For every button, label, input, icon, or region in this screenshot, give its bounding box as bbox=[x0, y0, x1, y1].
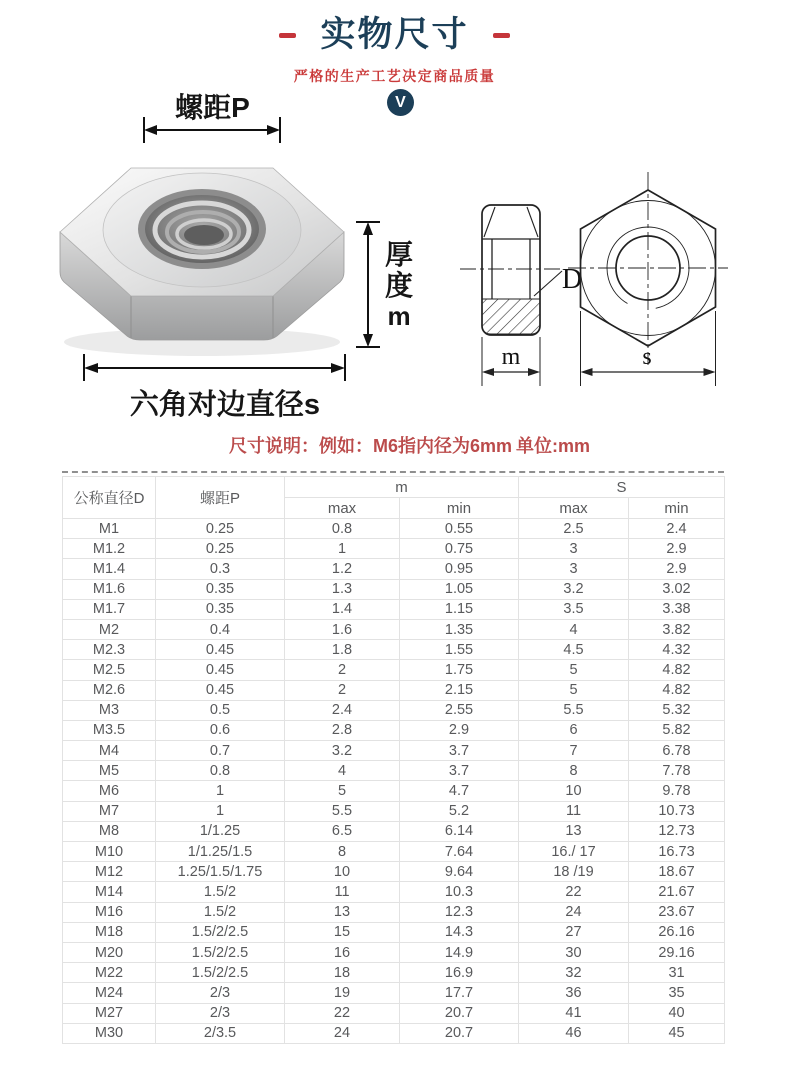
thickness-label bbox=[383, 240, 415, 330]
section-subtitle: 严格的生产工艺决定商品质量 bbox=[293, 68, 496, 84]
table-cell: 46 bbox=[519, 1023, 629, 1043]
table-cell: 2.9 bbox=[629, 539, 725, 559]
table-cell: 10.73 bbox=[629, 801, 725, 821]
table-cell: M10 bbox=[63, 842, 156, 862]
table-cell: 18 /19 bbox=[519, 862, 629, 882]
table-row bbox=[63, 1023, 725, 1043]
table-cell: 24 bbox=[519, 902, 629, 922]
table-cell: 14.9 bbox=[400, 942, 519, 962]
table-cell: 10 bbox=[519, 781, 629, 801]
table-cell: 2.9 bbox=[400, 720, 519, 740]
table-cell: M1.2 bbox=[63, 539, 156, 559]
table-cell: 5.5 bbox=[285, 801, 400, 821]
title-left-dash bbox=[279, 33, 296, 38]
col-header-s-group: S bbox=[519, 477, 725, 498]
dimensions-table bbox=[62, 476, 725, 1044]
table-cell: 4.82 bbox=[629, 680, 725, 700]
table-cell: 1.3 bbox=[285, 579, 400, 599]
table-cell: 0.3 bbox=[156, 559, 285, 579]
table-cell: 14.3 bbox=[400, 922, 519, 942]
pitch-label: 螺距P bbox=[175, 92, 250, 123]
table-cell: M18 bbox=[63, 922, 156, 942]
table-cell: 7 bbox=[519, 741, 629, 761]
table-row bbox=[63, 902, 725, 922]
table-cell: M3 bbox=[63, 700, 156, 720]
table-cell: 0.55 bbox=[400, 519, 519, 539]
table-cell: 15 bbox=[285, 922, 400, 942]
table-cell: 17.7 bbox=[400, 983, 519, 1003]
table-header bbox=[63, 477, 725, 519]
table-cell: 3.02 bbox=[629, 579, 725, 599]
table-cell: 0.25 bbox=[156, 539, 285, 559]
table-row bbox=[63, 640, 725, 660]
table-cell: 13 bbox=[285, 902, 400, 922]
table-cell: 1.5/2/2.5 bbox=[156, 922, 285, 942]
table-cell: 0.6 bbox=[156, 720, 285, 740]
table-cell: 5.5 bbox=[519, 700, 629, 720]
table-cell: 35 bbox=[629, 983, 725, 1003]
table-cell: 3.2 bbox=[519, 579, 629, 599]
table-row bbox=[63, 882, 725, 902]
table-cell: 0.45 bbox=[156, 640, 285, 660]
table-cell: 4.82 bbox=[629, 660, 725, 680]
table-row bbox=[63, 781, 725, 801]
nut-bore bbox=[184, 225, 224, 245]
table-cell: 1.15 bbox=[400, 599, 519, 619]
table-cell: 5 bbox=[519, 660, 629, 680]
table-cell: 2.4 bbox=[629, 519, 725, 539]
table-cell: 18.67 bbox=[629, 862, 725, 882]
table-cell: 3 bbox=[519, 559, 629, 579]
thickness-symbol: m bbox=[387, 300, 411, 331]
table-row bbox=[63, 559, 725, 579]
table-cell: M2.3 bbox=[63, 640, 156, 660]
table-cell: 0.45 bbox=[156, 660, 285, 680]
col-header-m-group: m bbox=[285, 477, 519, 498]
table-cell: 21.67 bbox=[629, 882, 725, 902]
table-cell: 26.16 bbox=[629, 922, 725, 942]
table-cell: 16./ 17 bbox=[519, 842, 629, 862]
table-cell: M5 bbox=[63, 761, 156, 781]
table-cell: 24 bbox=[285, 1023, 400, 1043]
m-dimension-label: m bbox=[501, 344, 521, 370]
section-title-row bbox=[0, 16, 789, 55]
table-cell: 0.45 bbox=[156, 680, 285, 700]
table-row bbox=[63, 1003, 725, 1023]
table-cell: 11 bbox=[285, 882, 400, 902]
side-section-view bbox=[460, 205, 582, 386]
table-cell: 11 bbox=[519, 801, 629, 821]
table-row bbox=[63, 821, 725, 841]
table-cell: M1 bbox=[63, 519, 156, 539]
table-cell: 8 bbox=[285, 842, 400, 862]
table-cell: 13 bbox=[519, 821, 629, 841]
table-cell: 2.15 bbox=[400, 680, 519, 700]
table-row bbox=[63, 700, 725, 720]
bore-leader-line bbox=[534, 271, 562, 296]
table-cell: 32 bbox=[519, 963, 629, 983]
table-cell: 27 bbox=[519, 922, 629, 942]
table-cell: 3 bbox=[519, 539, 629, 559]
table-cell: 1 bbox=[285, 539, 400, 559]
table-cell: 41 bbox=[519, 1003, 629, 1023]
table-cell: 0.35 bbox=[156, 579, 285, 599]
table-row bbox=[63, 963, 725, 983]
col-header-m-max: max bbox=[285, 498, 400, 519]
table-cell: 1.5/2/2.5 bbox=[156, 942, 285, 962]
table-cell: M1.7 bbox=[63, 599, 156, 619]
table-cell: 4 bbox=[519, 619, 629, 639]
table-cell: 20.7 bbox=[400, 1003, 519, 1023]
table-cell: 18 bbox=[285, 963, 400, 983]
table-cell: M1.4 bbox=[63, 559, 156, 579]
table-row bbox=[63, 922, 725, 942]
table-cell: 1 bbox=[156, 801, 285, 821]
table-cell: 2/3 bbox=[156, 983, 285, 1003]
table-row bbox=[63, 862, 725, 882]
table-row bbox=[63, 761, 725, 781]
s-dimension-label: s bbox=[642, 344, 652, 370]
table-cell: M2.6 bbox=[63, 680, 156, 700]
table-cell: 3.7 bbox=[400, 741, 519, 761]
table-cell: 5 bbox=[519, 680, 629, 700]
table-cell: 29.16 bbox=[629, 942, 725, 962]
table-cell: 1.8 bbox=[285, 640, 400, 660]
table-cell: 1.4 bbox=[285, 599, 400, 619]
table-cell: 23.67 bbox=[629, 902, 725, 922]
table-cell: 5 bbox=[285, 781, 400, 801]
table-cell: 0.75 bbox=[400, 539, 519, 559]
table-cell: 1.2 bbox=[285, 559, 400, 579]
table-cell: 0.4 bbox=[156, 619, 285, 639]
table-cell: 4.5 bbox=[519, 640, 629, 660]
table-cell: 0.25 bbox=[156, 519, 285, 539]
col-header-s-min: min bbox=[629, 498, 725, 519]
dashed-separator bbox=[62, 471, 724, 473]
thickness-text: 厚度 bbox=[384, 239, 413, 301]
table-cell: 1.5/2 bbox=[156, 882, 285, 902]
table-cell: 6.5 bbox=[285, 821, 400, 841]
table-cell: 1.5/2 bbox=[156, 902, 285, 922]
table-cell: M7 bbox=[63, 801, 156, 821]
table-cell: 6.14 bbox=[400, 821, 519, 841]
table-cell: 7.78 bbox=[629, 761, 725, 781]
table-cell: 4 bbox=[285, 761, 400, 781]
table-cell: 0.7 bbox=[156, 741, 285, 761]
table-cell: 16.73 bbox=[629, 842, 725, 862]
bore-diameter-label: D bbox=[561, 264, 583, 295]
table-cell: 9.64 bbox=[400, 862, 519, 882]
table-cell: 10 bbox=[285, 862, 400, 882]
table-cell: 2.4 bbox=[285, 700, 400, 720]
table-cell: 31 bbox=[629, 963, 725, 983]
table-cell: 1/1.25 bbox=[156, 821, 285, 841]
table-cell: M22 bbox=[63, 963, 156, 983]
table-row bbox=[63, 539, 725, 559]
table-cell: 20.7 bbox=[400, 1023, 519, 1043]
table-cell: 8 bbox=[519, 761, 629, 781]
table-cell: 6 bbox=[519, 720, 629, 740]
table-cell: M24 bbox=[63, 983, 156, 1003]
table-row bbox=[63, 579, 725, 599]
table-cell: M1.6 bbox=[63, 579, 156, 599]
table-cell: M14 bbox=[63, 882, 156, 902]
table-cell: M20 bbox=[63, 942, 156, 962]
table-row bbox=[63, 741, 725, 761]
table-row bbox=[63, 660, 725, 680]
chevron-down-badge-icon bbox=[387, 89, 414, 116]
table-cell: 1.35 bbox=[400, 619, 519, 639]
table-row bbox=[63, 599, 725, 619]
table-cell: 36 bbox=[519, 983, 629, 1003]
unit-note: 单位:mm bbox=[516, 436, 591, 456]
table-cell: 1.6 bbox=[285, 619, 400, 639]
table-cell: M4 bbox=[63, 741, 156, 761]
table-cell: 3.38 bbox=[629, 599, 725, 619]
table-cell: 5.82 bbox=[629, 720, 725, 740]
table-cell: M2.5 bbox=[63, 660, 156, 680]
col-header-s-max: max bbox=[519, 498, 629, 519]
table-cell: 2.55 bbox=[400, 700, 519, 720]
table-row bbox=[63, 519, 725, 539]
table-row bbox=[63, 619, 725, 639]
table-cell: 1.05 bbox=[400, 579, 519, 599]
title-right-dash bbox=[493, 33, 510, 38]
table-cell: 30 bbox=[519, 942, 629, 962]
page-title: 实物尺寸 bbox=[320, 15, 469, 54]
table-cell: 16.9 bbox=[400, 963, 519, 983]
technical-drawing bbox=[435, 158, 780, 403]
table-row bbox=[63, 801, 725, 821]
hatched-cross-section bbox=[482, 299, 540, 334]
table-cell: 19 bbox=[285, 983, 400, 1003]
col-header-nominal-diameter: 公称直径D bbox=[63, 477, 156, 519]
table-cell: M30 bbox=[63, 1023, 156, 1043]
table-cell: 0.35 bbox=[156, 599, 285, 619]
width-across-flats-label: 六角对边直径s bbox=[129, 389, 321, 421]
table-cell: 2 bbox=[285, 680, 400, 700]
table-cell: 3.7 bbox=[400, 761, 519, 781]
table-cell: 5.32 bbox=[629, 700, 725, 720]
table-cell: 2/3 bbox=[156, 1003, 285, 1023]
table-cell: 2 bbox=[285, 660, 400, 680]
col-header-pitch: 螺距P bbox=[156, 477, 285, 519]
table-cell: 1/1.25/1.5 bbox=[156, 842, 285, 862]
table-cell: M3.5 bbox=[63, 720, 156, 740]
table-cell: 0.8 bbox=[285, 519, 400, 539]
table-cell: 40 bbox=[629, 1003, 725, 1023]
hex-nut-photo bbox=[52, 132, 352, 367]
table-row bbox=[63, 842, 725, 862]
table-cell: 3.2 bbox=[285, 741, 400, 761]
table-cell: 10.3 bbox=[400, 882, 519, 902]
table-cell: 3.5 bbox=[519, 599, 629, 619]
table-cell: M27 bbox=[63, 1003, 156, 1023]
table-cell: 1.75 bbox=[400, 660, 519, 680]
badge-letter: V bbox=[395, 93, 406, 111]
size-explanation-note: 尺寸说明：例如：M6指内径为6mm bbox=[229, 436, 513, 456]
table-cell: 7.64 bbox=[400, 842, 519, 862]
table-cell: M6 bbox=[63, 781, 156, 801]
table-cell: 6.78 bbox=[629, 741, 725, 761]
table-row bbox=[63, 942, 725, 962]
col-header-m-min: min bbox=[400, 498, 519, 519]
table-cell: 16 bbox=[285, 942, 400, 962]
table-body bbox=[63, 519, 725, 1044]
table-cell: 45 bbox=[629, 1023, 725, 1043]
table-cell: 3.82 bbox=[629, 619, 725, 639]
table-cell: 12.3 bbox=[400, 902, 519, 922]
table-cell: 0.95 bbox=[400, 559, 519, 579]
table-cell: 1.5/2/2.5 bbox=[156, 963, 285, 983]
table-cell: 9.78 bbox=[629, 781, 725, 801]
table-cell: 22 bbox=[519, 882, 629, 902]
table-cell: M16 bbox=[63, 902, 156, 922]
table-cell: 0.5 bbox=[156, 700, 285, 720]
table-cell: M2 bbox=[63, 619, 156, 639]
table-row bbox=[63, 983, 725, 1003]
table-cell: 2.9 bbox=[629, 559, 725, 579]
table-cell: 12.73 bbox=[629, 821, 725, 841]
table-cell: 2.8 bbox=[285, 720, 400, 740]
table-cell: 4.32 bbox=[629, 640, 725, 660]
table-cell: 2/3.5 bbox=[156, 1023, 285, 1043]
table-cell: 2.5 bbox=[519, 519, 629, 539]
table-cell: 4.7 bbox=[400, 781, 519, 801]
table-cell: 5.2 bbox=[400, 801, 519, 821]
table-cell: 1 bbox=[156, 781, 285, 801]
table-cell: 22 bbox=[285, 1003, 400, 1023]
table-cell: 0.8 bbox=[156, 761, 285, 781]
table-row bbox=[63, 680, 725, 700]
table-cell: M12 bbox=[63, 862, 156, 882]
table-cell: 1.25/1.5/1.75 bbox=[156, 862, 285, 882]
front-view bbox=[568, 172, 728, 386]
table-cell: M8 bbox=[63, 821, 156, 841]
table-cell: 1.55 bbox=[400, 640, 519, 660]
table-row bbox=[63, 720, 725, 740]
table-header-row-groups bbox=[63, 477, 725, 498]
